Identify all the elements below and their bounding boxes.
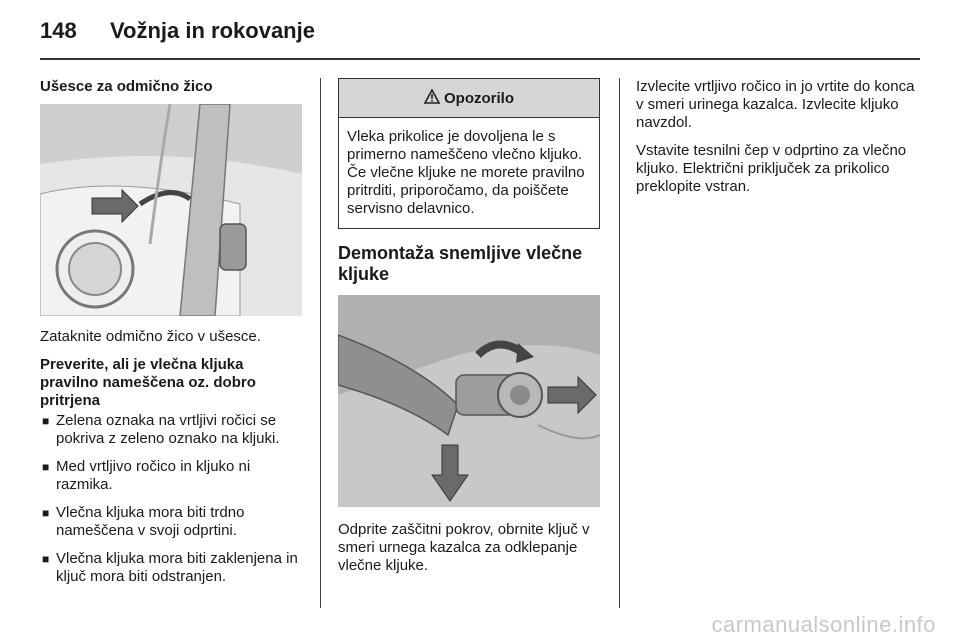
warning-text: Vleka prikolice je dovoljena le s primerno nameščeno vlečno kljuko. Če vlečne kljuke ne morete pravilno pritrditi, priporočamo, da poiščete servisno delavnico.	[347, 128, 585, 217]
list-item: ■ Vlečna kljuka mora biti zaklenjena in ključ mora biti odstranjen.	[42, 550, 298, 585]
instruction-para-1: Izvlecite vrtljivo ročico in jo vrtite do konca v smeri urinega kazalca. Izvlecite kljuko navzdol.	[636, 78, 915, 131]
check-list	[40, 412, 304, 586]
warning-box	[338, 78, 600, 229]
column-divider-2	[619, 78, 620, 608]
tow-hook-removal-figure	[338, 295, 600, 507]
figure2-caption: Odprite zaščitni pokrov, obrnite ključ v smeri urnega kazalca za odklepanje vlečne kljuke.	[338, 521, 590, 574]
page-title: Vožnja in rokovanje	[110, 18, 315, 43]
page-header	[40, 18, 920, 58]
warning-title: Opozorilo	[444, 89, 514, 107]
column-divider-1	[320, 78, 321, 608]
check-heading: Preverite, ali je vlečna kljuka pravilno nameščena oz. dobro pritrjena	[40, 356, 256, 409]
list-item: ■ Vlečna kljuka mora biti trdno nameščena v svoji odprtini.	[42, 504, 245, 539]
breakaway-cable-eyelet-figure	[40, 104, 302, 316]
bullet-icon: ■	[42, 460, 50, 474]
bullet-icon: ■	[42, 552, 50, 566]
column-2	[338, 78, 600, 585]
list-item: ■ Zelena oznaka na vrtljivi ročici se pokriva z zeleno oznako na kljuki.	[42, 412, 280, 447]
watermark-text: carmanualsonline.info	[711, 612, 936, 637]
warning-header	[339, 79, 599, 118]
eyelet-subheading: Ušesce za odmično žico	[40, 78, 213, 95]
bullet-icon: ■	[42, 506, 50, 520]
column-1	[40, 78, 304, 596]
bullet-icon: ■	[42, 414, 50, 428]
page-number: 148	[40, 18, 77, 43]
instruction-para-2: Vstavite tesnilni čep v odprtino za vlečno kljuko. Električni priključek za prikolico preklopite vstran.	[636, 142, 907, 195]
warning-triangle-icon	[424, 89, 440, 108]
list-item: ■ Med vrtljivo ročico in kljuko ni razmika.	[42, 458, 251, 493]
section-heading: Demontaža snemljive vlečne kljuke	[338, 243, 583, 284]
figure1-caption: Zataknite odmično žico v ušesce.	[40, 328, 261, 345]
header-divider	[40, 58, 920, 60]
column-3	[636, 78, 920, 206]
